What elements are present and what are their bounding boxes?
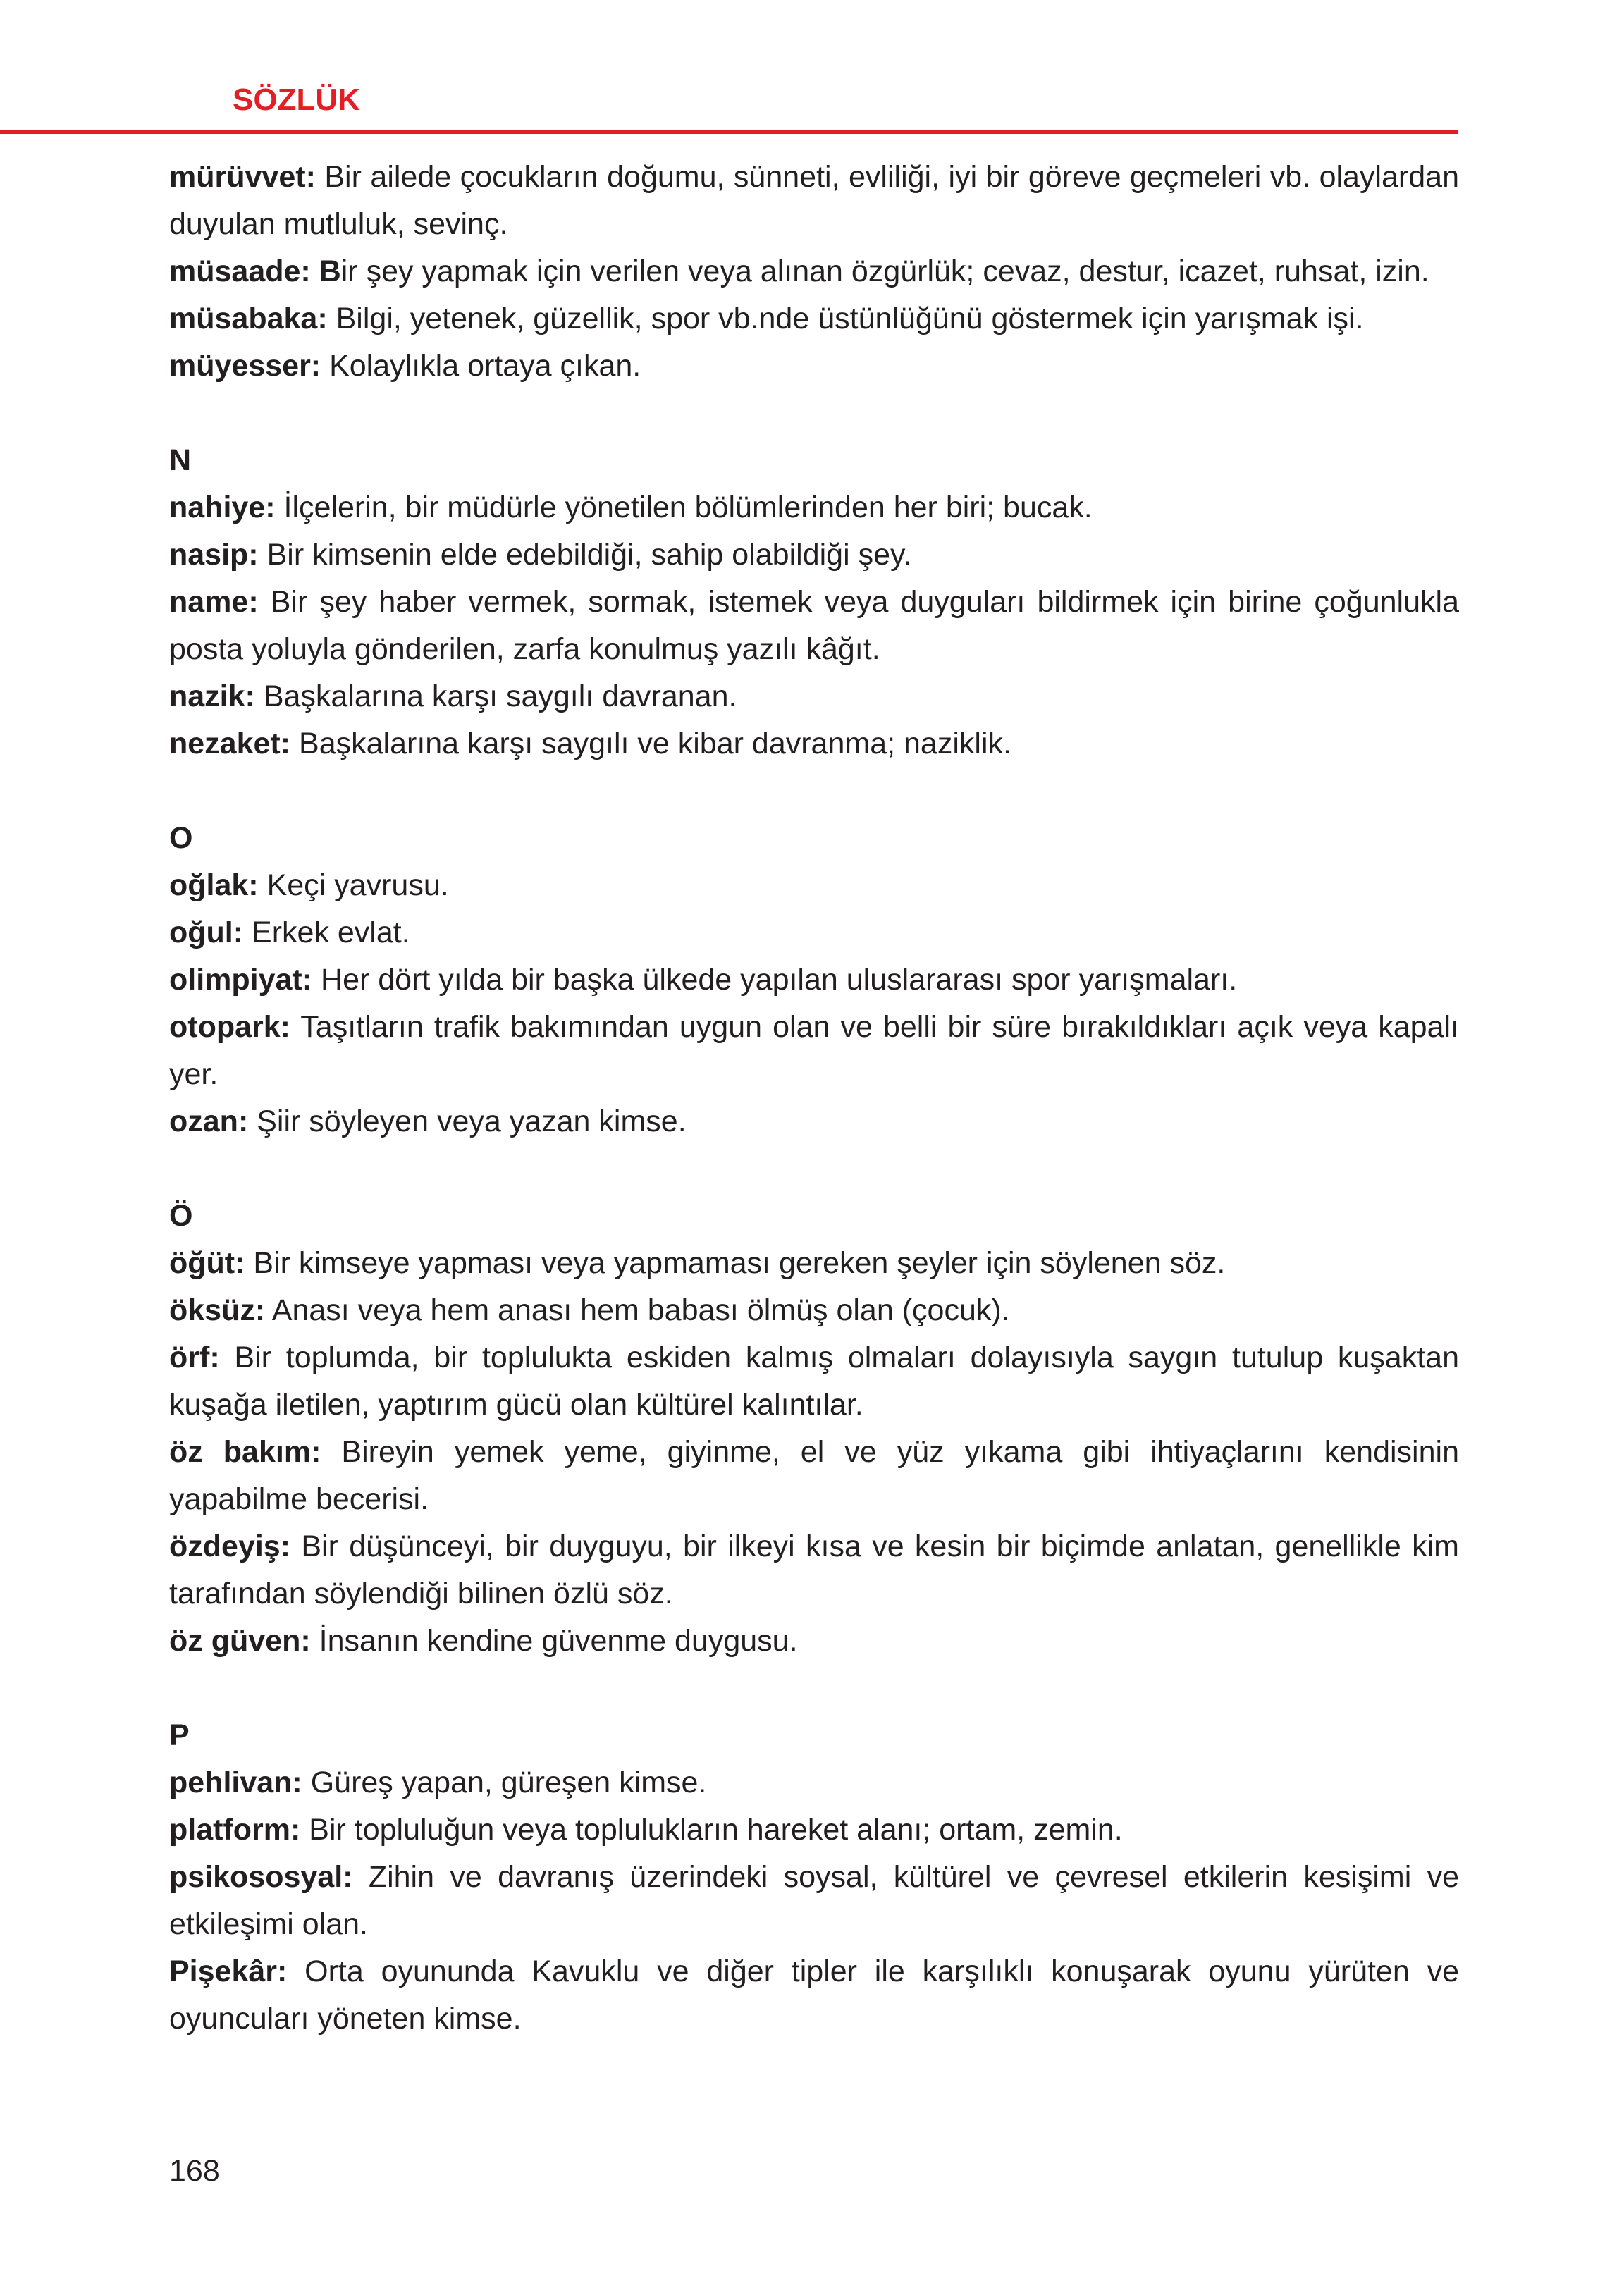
- glossary-term: müyesser:: [169, 349, 321, 383]
- glossary-entry: [169, 956, 1459, 1004]
- glossary-definition: Bir şey haber vermek, sormak, istemek veya duyguları bildirmek için birine çoğunlukla posta yoluyla gönderilen, zarfa konulmuş yazılı kâğıt.: [169, 585, 1459, 666]
- glossary-term: psikososyal:: [169, 1860, 353, 1894]
- glossary-section-n: [169, 437, 1459, 768]
- glossary-section-m: [169, 154, 1459, 390]
- glossary-entry: [169, 1759, 1459, 1806]
- glossary-entry: [169, 343, 1459, 390]
- glossary-entry: [169, 531, 1459, 579]
- glossary-entry: [169, 909, 1459, 956]
- glossary-entry: [169, 484, 1459, 531]
- page-section-title: SÖZLÜK: [233, 82, 360, 117]
- section-letter-heading: N: [169, 443, 192, 477]
- glossary-term: özdeyiş:: [169, 1529, 291, 1563]
- glossary-entry: [169, 1854, 1459, 1948]
- glossary-entry: [169, 862, 1459, 909]
- glossary-term: nasip:: [169, 538, 259, 572]
- glossary-term: müsabaka:: [169, 302, 328, 336]
- glossary-section-o: [169, 815, 1459, 1145]
- glossary-term: name:: [169, 585, 259, 619]
- glossary-definition: Bir düşünceyi, bir duyguyu, bir ilkeyi kısa ve kesin bir biçimde anlatan, genellikle kim tarafından söylendiği bilinen özlü söz.: [169, 1529, 1459, 1611]
- glossary-term: pehlivan:: [169, 1766, 302, 1799]
- glossary-entry: [169, 1240, 1459, 1287]
- section-letter-heading: P: [169, 1718, 190, 1752]
- glossary-definition: Bir ailede çocukların doğumu, sünneti, evliliği, iyi bir göreve geçmeleri vb. olaylardan duyulan mutluluk, sevinç.: [169, 160, 1459, 241]
- glossary-entry: [169, 1948, 1459, 2043]
- glossary-term: ozan:: [169, 1104, 249, 1138]
- glossary-term: öksüz:: [169, 1293, 266, 1327]
- glossary-definition: Keçi yavrusu.: [258, 868, 449, 902]
- section-spacer: [169, 1145, 1459, 1193]
- section-letter-heading: Ö: [169, 1199, 193, 1233]
- glossary-definition: Zihin ve davranış üzerindeki soysal, kültürel ve çevresel etkilerin kesişimi ve etkileşimi olan.: [169, 1860, 1459, 1941]
- glossary-section-o-umlaut: [169, 1193, 1459, 1665]
- glossary-definition: Başkalarına karşı saygılı ve kibar davranma; naziklik.: [290, 727, 1011, 761]
- glossary-entry: [169, 1004, 1459, 1098]
- glossary-entry: [169, 1334, 1459, 1429]
- section-spacer: [169, 390, 1459, 437]
- glossary-definition: İnsanın kendine güvenme duygusu.: [310, 1624, 798, 1658]
- glossary-definition: Anası veya hem anası hem babası ölmüş olan (çocuk).: [265, 1293, 1010, 1327]
- glossary-term: öz bakım:: [169, 1435, 321, 1469]
- section-spacer: [169, 768, 1459, 815]
- glossary-definition: Bireyin yemek yeme, giyinme, el ve yüz yıkama gibi ihtiyaçlarını kendisinin yapabilme becerisi.: [169, 1435, 1459, 1516]
- glossary-definition: Taşıtların trafik bakımından uygun olan ve belli bir süre bırakıldıkları açık veya kapalı yer.: [169, 1010, 1459, 1091]
- glossary-definition: ir şey yapmak için verilen veya alınan özgürlük; cevaz, destur, icazet, ruhsat, izin.: [340, 254, 1429, 288]
- glossary-term: müsaade: B: [169, 254, 341, 288]
- glossary-content: [169, 154, 1459, 2043]
- glossary-definition: Kolaylıkla ortaya çıkan.: [321, 349, 641, 383]
- header-divider: [0, 130, 1458, 134]
- glossary-definition: Erkek evlat.: [243, 916, 410, 949]
- glossary-term: platform:: [169, 1813, 301, 1847]
- glossary-entry: [169, 295, 1459, 343]
- glossary-term: otopark:: [169, 1010, 290, 1044]
- glossary-definition: Her dört yılda bir başka ülkede yapılan uluslararası spor yarışmaları.: [312, 963, 1238, 997]
- glossary-term: öz güven:: [169, 1624, 311, 1658]
- glossary-definition: Bir kimsenin elde edebildiği, sahip olabildiği şey.: [258, 538, 912, 572]
- glossary-entry: [169, 1098, 1459, 1145]
- glossary-definition: Orta oyununda Kavuklu ve diğer tipler ile karşılıklı konuşarak oyunu yürüten ve oyuncuları yöneten kimse.: [169, 1954, 1459, 2036]
- glossary-term: oğul:: [169, 916, 244, 949]
- glossary-definition: Bir kimseye yapması veya yapmaması gereken şeyler için söylenen söz.: [245, 1246, 1226, 1280]
- glossary-term: mürüvvet:: [169, 160, 316, 194]
- glossary-entry: [169, 1429, 1459, 1523]
- glossary-entry: [169, 154, 1459, 248]
- section-spacer: [169, 1665, 1459, 1712]
- glossary-definition: Bir toplumda, bir toplulukta eskiden kalmış olmaları dolayısıyla saygın tutulup kuşaktan kuşağa iletilen, yaptırım gücü olan kültürel kalıntılar.: [169, 1341, 1459, 1422]
- glossary-section-p: [169, 1712, 1459, 2043]
- glossary-term: nahiye:: [169, 491, 276, 524]
- glossary-entry: [169, 673, 1459, 720]
- glossary-entry: [169, 579, 1459, 673]
- glossary-term: Pişekâr:: [169, 1954, 288, 1988]
- glossary-term: nezaket:: [169, 727, 291, 761]
- glossary-definition: Bir topluluğun veya toplulukların hareket alanı; ortam, zemin.: [300, 1813, 1123, 1847]
- glossary-entry: [169, 248, 1459, 295]
- glossary-term: öğüt:: [169, 1246, 245, 1280]
- section-letter-heading: O: [169, 821, 193, 855]
- glossary-definition: Güreş yapan, güreşen kimse.: [302, 1766, 707, 1799]
- glossary-entry: [169, 1618, 1459, 1665]
- glossary-definition: Başkalarına karşı saygılı davranan.: [254, 679, 737, 713]
- glossary-definition: Bilgi, yetenek, güzellik, spor vb.nde üstünlüğünü göstermek için yarışmak işi.: [327, 302, 1364, 336]
- glossary-entry: [169, 1806, 1459, 1854]
- glossary-term: olimpiyat:: [169, 963, 313, 997]
- glossary-entry: [169, 1287, 1459, 1334]
- glossary-definition: Şiir söyleyen veya yazan kimse.: [248, 1104, 687, 1138]
- glossary-entry: [169, 1523, 1459, 1618]
- page-number: 168: [169, 2154, 220, 2188]
- glossary-term: oğlak:: [169, 868, 259, 902]
- glossary-definition: İlçelerin, bir müdürle yönetilen bölümlerinden her biri; bucak.: [275, 491, 1093, 524]
- glossary-term: nazik:: [169, 679, 255, 713]
- glossary-entry: [169, 720, 1459, 768]
- glossary-term: örf:: [169, 1341, 220, 1374]
